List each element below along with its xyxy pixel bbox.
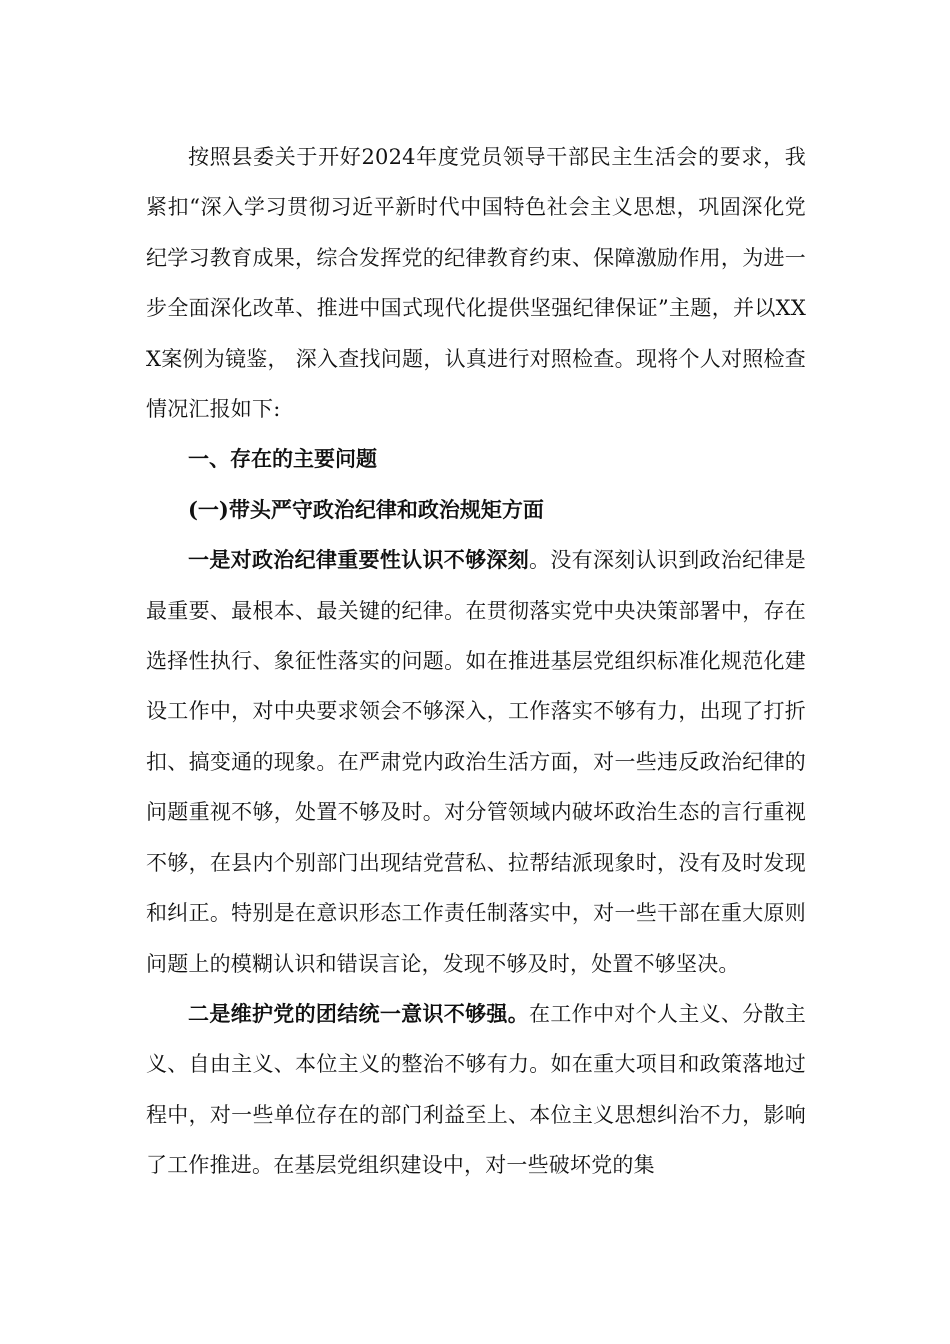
point-two-body: 在工作中对个人主义、分散主义、自由主义、本位主义的整治不够有力。如在重大项目和政策落地过程中，对一些单位存在的部门利益至上、本位主义思想纠治不力，影响了工作推进。在基层党组织建设中，对一些破坏党的集 xyxy=(146,1001,806,1178)
subsection-heading: (一)带头严守政治纪律和政治规矩方面 xyxy=(188,496,544,522)
point-one-body: 。没有深刻认识到政治纪律是最重要、最根本、最关键的纪律。在贯彻落实党中央决策部署中，存在选择性执行、象征性落实的问题。如在推进基层党组织标准化规范化建设工作中，对中央要求领会不够深入，工作落实不够有力，出现了打折扣、搞变通的现象。在严肃党内政治生活方面，对一些违反政治纪律的问题重视不够，处置不够及时。对分管领域内破坏政治生态的言行重视不够，在县内个别部门出现结党营私、拉帮结派现象时，没有及时发现和纠正。特别是在意识形态工作责任制落实中，对一些干部在重大原则问题上的模糊认识和错误言论，发现不够及时，处置不够坚决。 xyxy=(146,548,806,976)
point-two-paragraph xyxy=(146,989,806,1191)
intro-paragraph: 按照县委关于开好2024年度党员领导干部民主生活会的要求，我紧扣“深入学习贯彻习近平新时代中国特色社会主义思想，巩固深化党纪学习教育成果，综合发挥党的纪律教育约束、保障激励作用，为进一步全面深化改革、推进中国式现代化提供坚强纪律保证”主题，并以XXX案例为镜鉴， 深入查找问题，认真进行对照检查。现将个人对照检查情况汇报如下: xyxy=(146,145,806,422)
point-one-lead: 一是对政治纪律重要性认识不够深刻 xyxy=(188,547,530,573)
point-one-paragraph xyxy=(146,535,806,989)
document-body xyxy=(146,132,806,1191)
section-heading: 一、存在的主要问题 xyxy=(188,446,377,472)
point-two-lead: 二是维护党的团结统一意识不够强。 xyxy=(188,1000,530,1026)
